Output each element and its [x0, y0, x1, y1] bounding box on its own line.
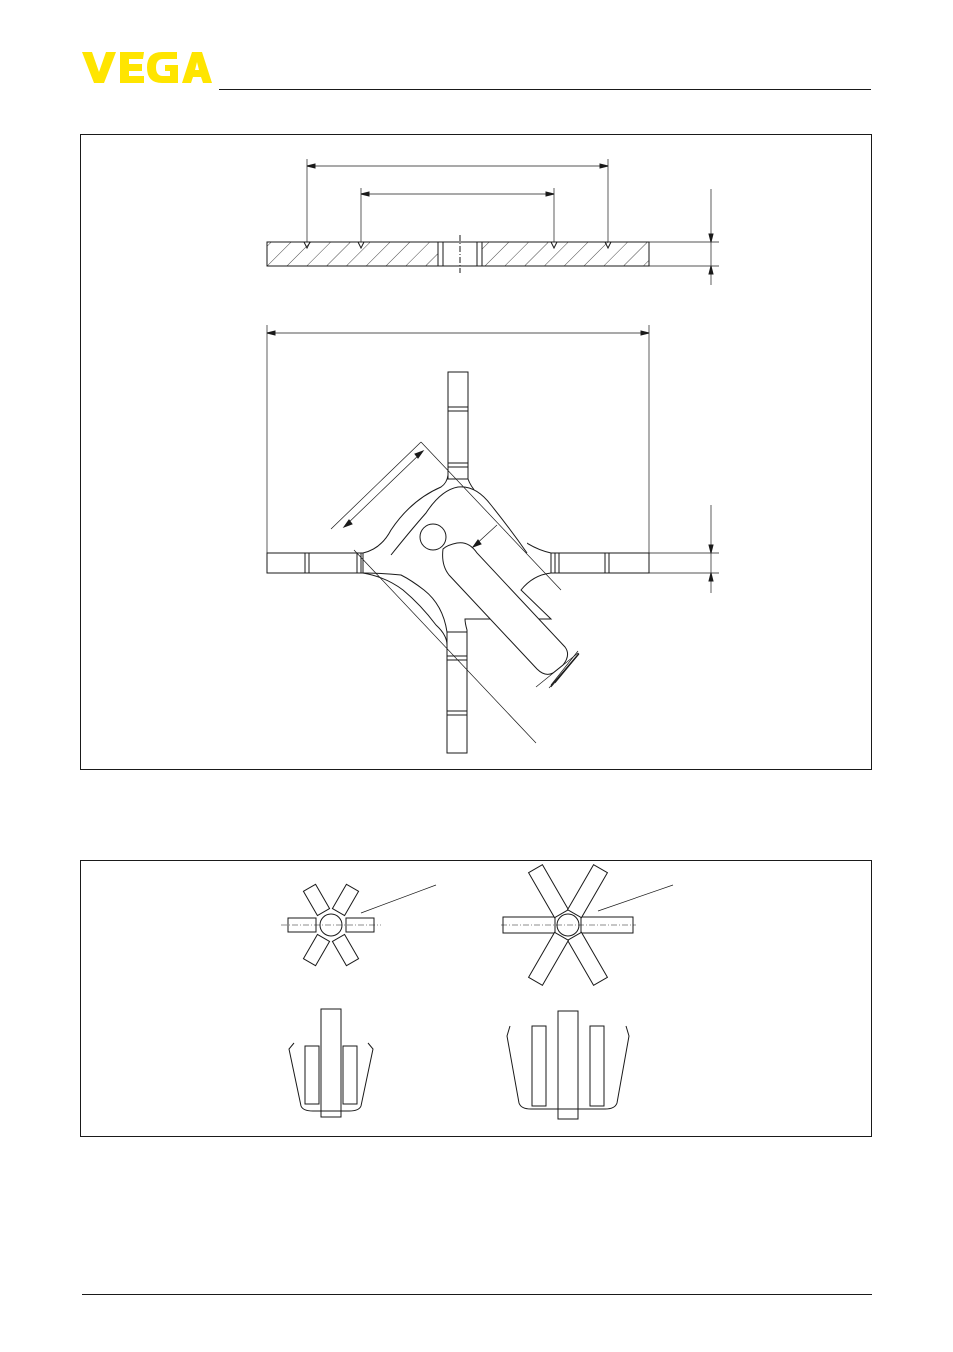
large-star-side-view	[507, 1011, 629, 1119]
large-star-top-view	[501, 865, 673, 986]
logo-letter-v	[82, 52, 116, 83]
small-star-side-view	[289, 1009, 373, 1117]
small-star-top-view	[281, 884, 436, 965]
figure-top	[80, 134, 872, 770]
header-rule	[219, 89, 871, 90]
vega-logo	[82, 52, 212, 84]
side-section-view	[267, 159, 719, 285]
top-plan-view	[267, 325, 719, 753]
figure-bottom	[80, 860, 872, 1137]
tube-fixing-plate-drawing	[81, 135, 871, 769]
centering-star-drawing	[81, 861, 871, 1136]
footer-rule	[82, 1294, 872, 1295]
logo-letter-e	[120, 52, 144, 83]
logo-letter-g	[147, 52, 178, 83]
